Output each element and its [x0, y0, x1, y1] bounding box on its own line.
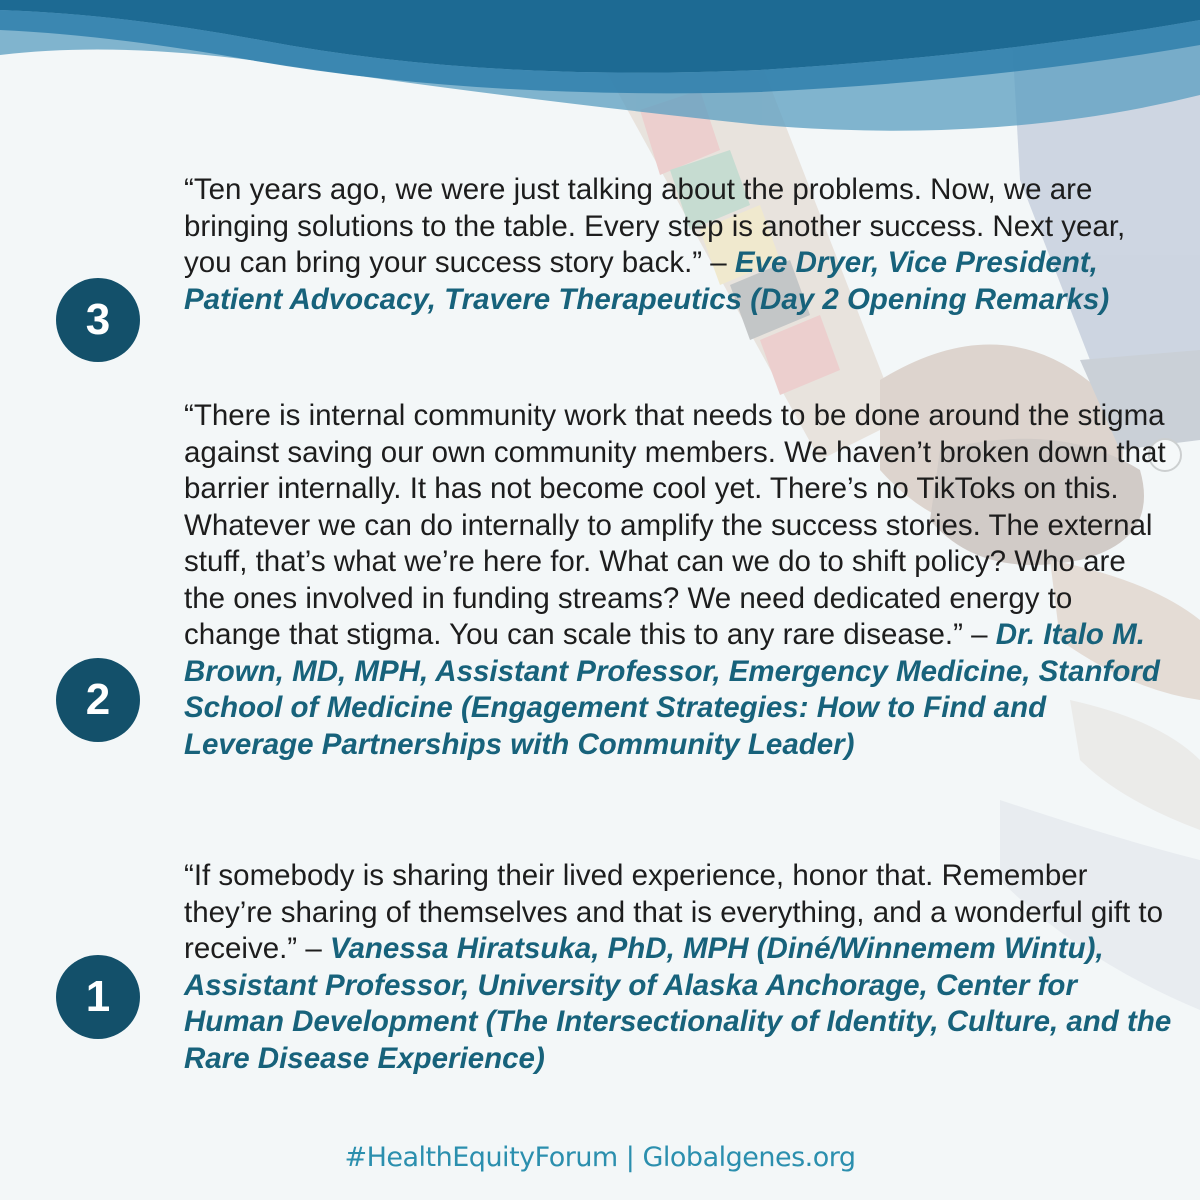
rank-number: 3 [85, 295, 111, 344]
quote-attribution: Vanessa Hiratsuka, PhD, MPH (Diné/Winnemem Wintu), Assistant Professor, University of Alaska Anchorage, Center for Human Development (The Intersectionality of Identity, Culture, and the Rare Disease Experience) [184, 932, 1172, 1075]
quote-text: “If somebody is sharing their lived experience, honor that. Remember they’re sharing of themselves and that is everything, and a wonderful gift to receive.” – [184, 859, 1163, 965]
quote-text: “There is internal community work that needs to be done around the stigma against saving our own community members. We haven’t broken down that barrier internally. It has not become cool yet. There’s no TikToks on this. Whatever we can do internally to amplify the success stories. The external stuff, that’s what we’re here for. What can we do to shift policy? Who are the ones involved in funding streams? We need dedicated energy to change that stigma. You can scale this to any rare disease.” – [184, 399, 1166, 651]
quote-text: “Ten years ago, we were just talking about the problems. Now, we are bringing solutions to the table. Every step is another success. Next year, you can bring your success story back.” – [184, 173, 1126, 279]
rank-badge-2 [56, 658, 140, 742]
footer-hashtag: #HealthEquityForum | Globalgenes.org [344, 1142, 856, 1173]
quote-attribution: Dr. Italo M. Brown, MD, MPH, Assistant Professor, Emergency Medicine, Stanford School of Medicine (Engagement Strategies: How to Find and Leverage Partnerships with Community Leader) [184, 618, 1160, 761]
rank-badge-1 [56, 955, 140, 1039]
quote-item [184, 398, 1174, 763]
quote-item [184, 858, 1174, 1077]
rank-number: 1 [85, 972, 111, 1021]
quote-item [184, 172, 1174, 318]
quote-attribution: Eve Dryer, Vice President, Patient Advocacy, Travere Therapeutics (Day 2 Opening Remarks) [184, 246, 1110, 316]
rank-number: 2 [85, 675, 111, 724]
rank-badge-3 [56, 278, 140, 362]
